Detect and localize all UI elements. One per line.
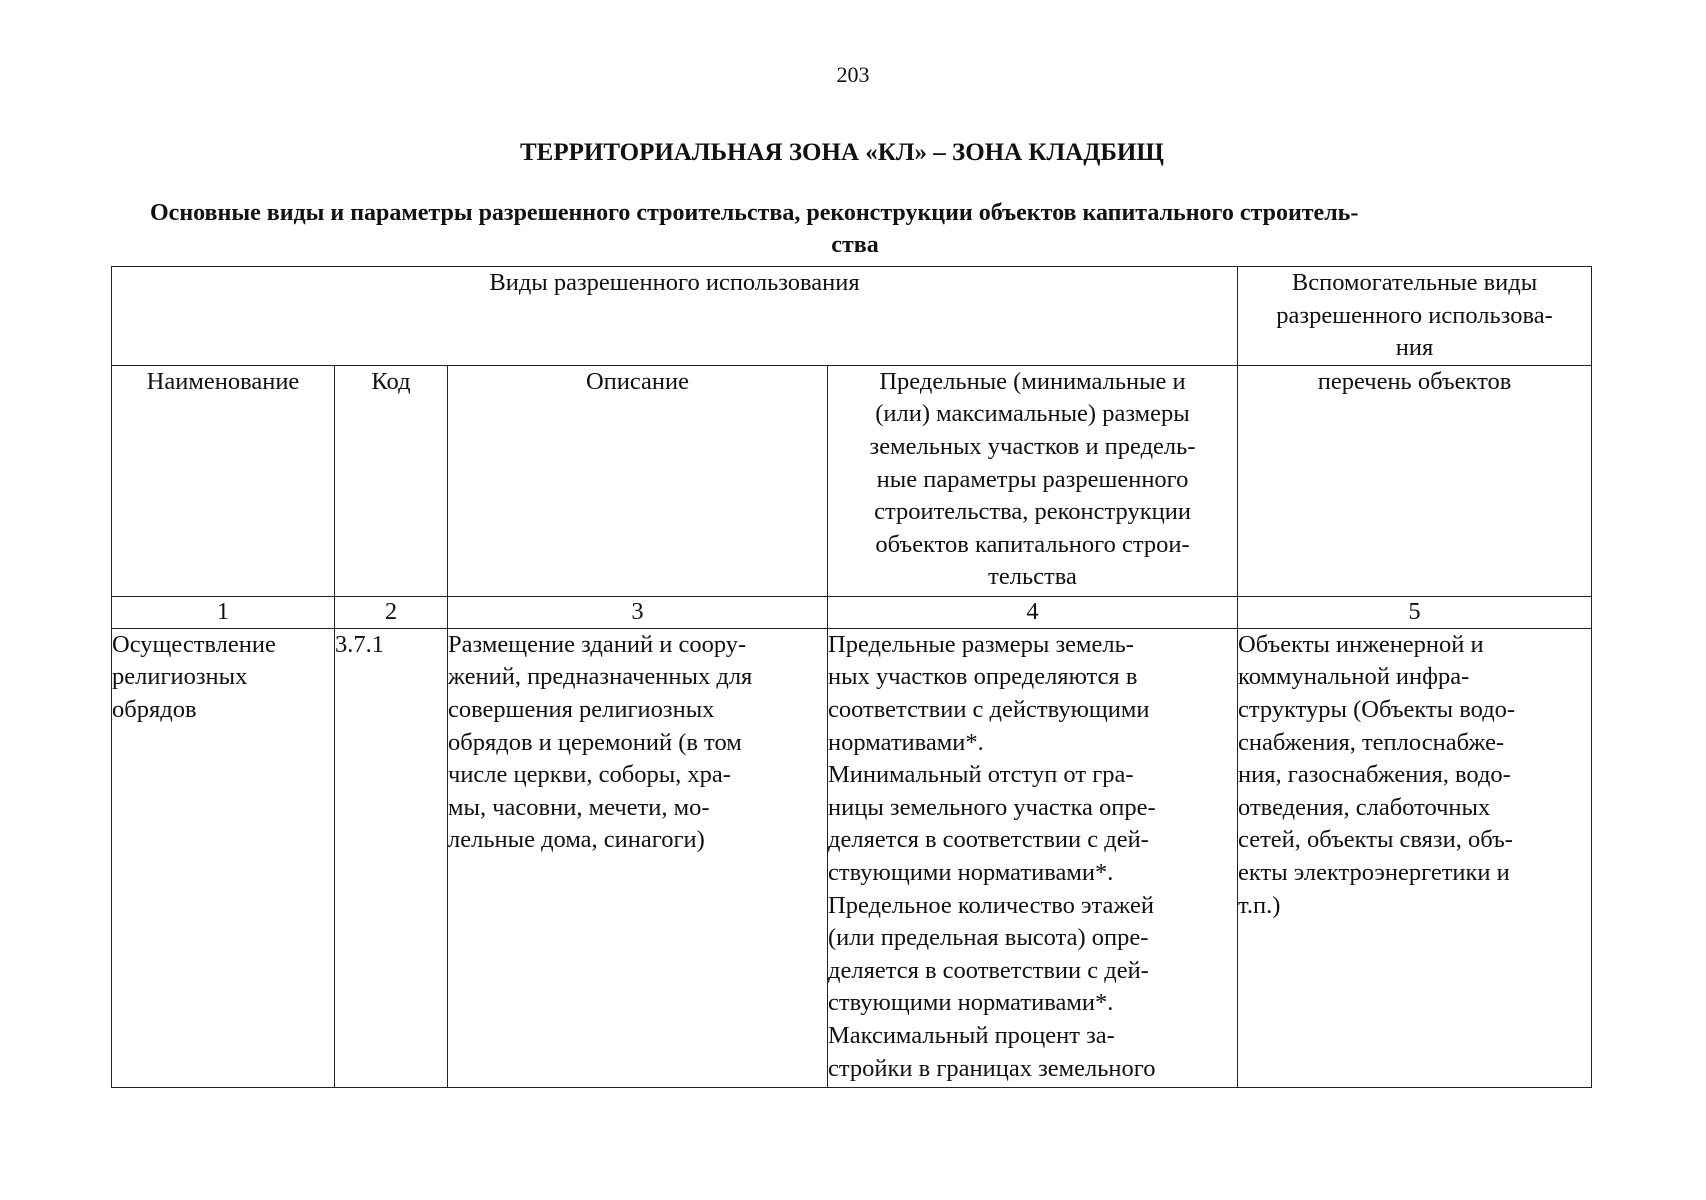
column-number-4: 4 <box>828 596 1238 628</box>
section-title-line-2: ства <box>831 232 879 258</box>
table-group-header-row <box>112 267 1592 366</box>
column-number-3: 3 <box>448 596 828 628</box>
zone-title: ТЕРРИТОРИАЛЬНАЯ ЗОНА «КЛ» – ЗОНА КЛАДБИЩ <box>520 139 1164 166</box>
header-auxiliary-use-types-label: Вспомогательные виды разрешенного использова- ния <box>1276 269 1553 362</box>
table-row <box>112 628 1592 1087</box>
column-header-description <box>448 365 828 596</box>
column-number-5: 5 <box>1238 596 1592 628</box>
cell-objects <box>1238 628 1592 1087</box>
permitted-use-table <box>111 266 1592 1088</box>
table-column-header-row <box>112 365 1592 596</box>
cell-name-text: Осуществление религиозных обрядов <box>112 630 276 723</box>
column-header-name-label: Наименование <box>146 367 300 395</box>
column-header-description-label: Описание <box>585 367 690 395</box>
cell-code-text: 3.7.1 <box>335 630 384 658</box>
section-title-line-1: Основные виды и параметры разрешенного строительства, реконструкции объектов капитального строитель- <box>150 200 1359 226</box>
page-number: 203 <box>836 62 870 87</box>
section-title <box>150 197 1570 261</box>
column-number-2: 2 <box>335 596 448 628</box>
column-header-code-label: Код <box>371 367 411 395</box>
column-header-objects-label: перечень объектов <box>1317 367 1512 395</box>
column-header-name <box>112 365 335 596</box>
header-auxiliary-use-types <box>1238 267 1592 366</box>
column-number-1: 1 <box>112 596 335 628</box>
cell-description-text: Размещение зданий и соору- жений, предназначенных для совершения религиозных обрядов и церемоний (в том числе церкви, соборы, хра- мы, часовни, мечети, мо- лельные дома, синагоги) <box>448 630 753 854</box>
header-permitted-use-types <box>112 267 1238 366</box>
column-header-code <box>335 365 448 596</box>
cell-parameters-text: Предельные размеры земель- ных участков определяются в соответствии с действующими нормативами*. Минимальный отступ от гра- ницы земельного участка опре- деляется в соответствии с дей- ствующими нормативами*. Предельное количество этажей (или предельная высота) опре- деляется в соответствии с дей- ствующими нормативами*. Максимальный процент за- стройки в границах земельного <box>828 630 1156 1082</box>
cell-parameters <box>828 628 1238 1087</box>
column-header-parameters <box>828 365 1238 596</box>
cell-description <box>448 628 828 1087</box>
cell-objects-text: Объекты инженерной и коммунальной инфра- структуры (Объекты водо- снабжения, теплоснабже- ния, газоснабжения, водо- отведения, слаботочных сетей, объекты связи, объ- екты электроэнергетики и т.п.) <box>1238 630 1516 919</box>
cell-code <box>335 628 448 1087</box>
header-permitted-use-types-label: Виды разрешенного использования <box>489 269 860 296</box>
column-header-objects <box>1238 365 1592 596</box>
column-header-parameters-label: Предельные (минимальные и (или) максимальные) размеры земельных участков и предель- ные параметры разрешенного строительства, реконструкции объектов капитального строи- тельства <box>869 367 1196 591</box>
table-column-number-row <box>112 596 1592 628</box>
cell-name <box>112 628 335 1087</box>
